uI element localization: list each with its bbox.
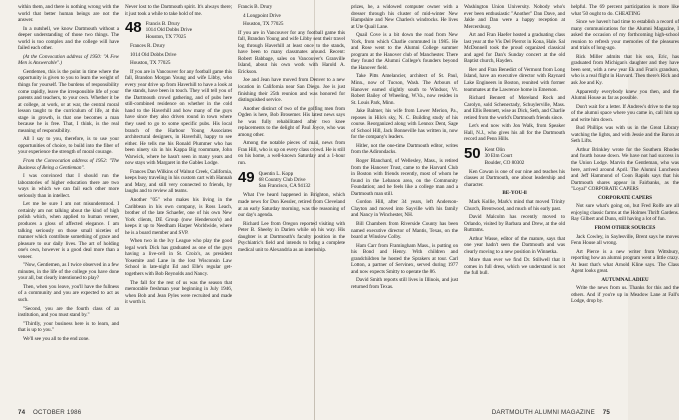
paragraph: Take Pitts Amelancier, architect of St. Paul, Minn., now of Tucson, Wash. The Arbours of Hanover earned slightly south to Windsor, Vt. Robert Bailey of Wheeling, W.Va., now resides in St. Louis Park, Minn.: [351, 73, 458, 106]
paragraph: In a nutshell, we know Dartmouth without a deeper understanding of those two things. The world is too complex and the college will have failed each other.: [18, 25, 119, 52]
paragraph: Roger Blanchard, of Wellesley, Mass., is retired from the Hanover Trust, came to the Harvard Club in Boston with friends recently, most of whom he found in the Lebanon area, on the Community Foundation; and he feels like a college man and a Dartmouth man still.: [351, 158, 458, 197]
paragraph: Mark Kollie, Mark's mind that moved Trinity Church, Brentwood, and much of his early past.: [464, 199, 565, 212]
paragraph: Bud Phillips was with us in the Great Library watching the lights, and with Jessie and the Baron at Seth Lifts.: [571, 125, 679, 145]
paragraph: Apparently everybody knew you then, and the Alumni House as far as possible.: [571, 88, 679, 102]
class-header-49: [238, 168, 345, 190]
subhead: CORPORATE CAPERS: [597, 194, 652, 201]
left-page-number: 74: [18, 409, 26, 416]
paragraph: Jake Balmer, his wife from Lower Merion, Pa., reposes in Hilo's sky, N. C. Building study of his course. Reorganized along with Lennox Dent, Sage of School Hill, Jack Bonneville has written in, now for the company's leaders.: [351, 108, 458, 141]
paragraph: Gentlemen, this is the point in time where the opportunity is given to you to learn the weight of things for yourself. The burdens of responsibility come rapidly, leave the irresponsible life of your parents and teachers, to your own. Whether it be at college, at work, or at war, the central moral lesson taught to the curriculum of life, at this stage in growth, is that one becomes a man because he is free. That, I think, is the real meaning of responsibility.: [18, 68, 119, 134]
paragraph: Ken Cowan is one of our nine and teaches his classes at Dartmouth, one about leadership and character.: [464, 168, 565, 188]
subhead: BE-YOU-ll: [502, 190, 527, 197]
paragraph: Another distinct of two of the golfing men from Ogden is here, Bob Brosemer. His latest news says he was fully rehabilitated after two knee replacements to the delight of Paul Joyce, who was among other.: [238, 105, 345, 138]
paragraph: David Malcolm has recently moved to Orlando, visited by Barbara and Drew, at the old Ruttrams.: [464, 214, 565, 234]
paragraph: helpful. The 69 percent participation is more like what '50 ought to do. CHEATING: [571, 4, 679, 17]
secretary-city: Houston, TX 77025: [145, 33, 187, 40]
column-6: [571, 4, 679, 402]
secretary-city: San Francisco, CA 94132: [258, 183, 311, 190]
paragraph: (At the Convocation address of 1950: "A Few Men is Answerable".): [18, 53, 119, 67]
class-secretary-address: [259, 171, 311, 190]
issue-date: OCTOBER 1986: [33, 409, 82, 416]
paragraph: We'll see you all to the end zone.: [23, 335, 90, 342]
paragraph: Art and Fran Haefer hosted a graduating class last year at the Vis Del Pierrot in Kona, Hale. Sal McDonnell took the proud organized classical and aged for Dan's Sunday concert at the old Baptist church, Hayden.: [464, 32, 565, 65]
paragraph: within them, and there is nothing wrong with the world that better human beings are not the answer.: [18, 4, 119, 24]
paragraph: I was convinced that I should run the laboratories of higher education there are two ways in which we can fail each other more seriously than in intellect.: [18, 173, 119, 199]
paragraph: Let me be sure I am not misunderstood. I certainly am not talking about the kind of high polish which, when applied to human veneer, produces a gloss of affected elegance. I am talking seriously on those small niceties of manner which contribute something of grace and pleasure to our daily lives. The art of holding one's own, however is a good deal more than a veneer.: [18, 201, 119, 260]
subhead: FROM OTHER SOURCES: [594, 224, 656, 231]
secretary-name: Quentin L. Kopp: [258, 170, 294, 177]
text-columns: [18, 4, 679, 402]
secretary-name: Francis B. Drury: [145, 21, 180, 28]
paragraph: "Second, you are the fourth class of an institution, and you must stand by.": [18, 305, 119, 319]
class-number: 48: [125, 19, 142, 37]
paragraph: If you are in Vancouver for any football game this fall, Brandon Morgan Young and wife Libby, who every year drive up from Haverhill to have a look at the stands, have been in touch. They will tell you of the Dartmouth crowd gathering, and of pubs here still-combined residence on whether in the cold hand to the Haverhill and how many of the guys have since they also driven round in town where they used to go to some specific pubs. His local branch of the Harbour Young Associates architectural designers, in Haverhill, happy to see either. He tells me his Ronald Plummer who has been ninety six in his Kappa Big roommate, John Warwick, where he hasn't seen in many years and now stays with Margaret in the Gables Lodge.: [125, 68, 232, 167]
paragraph: Frances Dan Wilkins of Walnut Creek, California, keeps busy traveling in his custom cart with Hannah and Mary, and still very connected to friends, by laughs and to review all teams.: [125, 168, 232, 195]
secretary-city: Boulder, CO 80302: [484, 159, 525, 166]
paragraph: Francis B. Drury: [238, 4, 273, 10]
column-2: [125, 4, 232, 402]
paragraph: If you are in Vancouver for any football game this fall, Brandon Young and wife Libby sent their travel log through Haverhill at least once to the stands, have been to many classmates around. Recent: Robert Babbage, sales on Vancouver's Granville Island, about his own work with Harold A. Erickson.: [238, 29, 345, 75]
footer-left: [18, 409, 81, 416]
paragraph: What I've heard happened in Brighton, which made news for Don Kessler, retired from Cleveland at an early Saturday morning, was the reasoning of our day's agenda.: [238, 192, 345, 219]
paragraph: Don't wait for a letter. If Andrew's drive to the top of the alumni space where you came in, call him up and write him down.: [571, 103, 679, 123]
paragraph: Write the news from us. Thanks for this and the others. And if you're up in Meadow Lane at Fall's Lodge, drop by.: [571, 285, 679, 305]
class-secretary-address: [485, 147, 525, 166]
paragraph: All I say to you, therefore, is to use your opportunities of choice, to build into the fiber of your experience the strength of moral courage.: [18, 136, 119, 156]
paragraph: "Now, Gentlemen, as I twice observed in a few minutes, in the life of the college you have done your all, but clearly intentioned to play?: [18, 262, 119, 282]
paragraph: Among the notable pieces of mail, news from Fran Hill, who is up on every class crowd. He is still on his home, a well-known Saturday and a 1-hour run.: [238, 140, 345, 167]
paragraph: Houston, TX 77025: [243, 21, 284, 28]
class-header-50: [464, 144, 565, 166]
paragraph: Art Pierce is a new writer from Wittsbury, reporting how an alumni program went a little crazy. At least that's what Arnold Kline says. The Class Agent looks great.: [571, 248, 679, 275]
column-3: [238, 4, 345, 402]
paragraph: Hitler, not the one-time Dartmouth editor, writes from the Adirondacks.: [351, 142, 458, 156]
paragraph: David Smith reports still lives in Illinois, and just returned from Texas.: [351, 277, 458, 290]
secretary-name: Kent Olin: [484, 146, 505, 153]
paragraph: Let's end now with Jon Walk, from Speaker Hall, N.J., who gives his all for the Dartmouth record and Penn Hills.: [464, 123, 565, 143]
paragraph: The fall for the rest of us was the season that memorable freshman year beginning in July 1946, when Bob and Jean Pyles were recruited and made it worth it.: [125, 279, 232, 306]
paragraph: Since we haven't had time to establish a record of many communications for the Alumni Magazine, I asked the occasion of my forthcoming high-school reunion to refresh your memories of the pleasures and trials of long-ago.: [571, 19, 679, 52]
class-secretary-address: [146, 21, 192, 40]
column-5: [464, 4, 565, 402]
paragraph: Another "05" who makes his living in the Caribbean in his own company, is Ross Leach, brother of the late Schaefer, one of his own New York clients, DE Group (now Henderson's) and keeps it up to Needham Harper Worldwide, where he is a board member and SVP.: [125, 197, 232, 236]
class-number: 49: [238, 168, 255, 186]
class-header-48: [125, 21, 232, 40]
paragraph: More than ever we find Dr. Stillwell that it comes in full dress, which we understand is not the full bull.: [464, 257, 565, 277]
paragraph: Houston, TX 77025: [130, 60, 171, 67]
secretary-street: 68 Country Club Drive: [258, 176, 306, 183]
paragraph: "Thirdly, your business here is to learn, and that is up to you.": [18, 320, 119, 334]
paragraph: Richard Lee from Oregon reported visiting with Peter B. Sheehy in Darien while on his way. His daughter is at Dartmouth's faculty position in the Psychiatric's field and intends to bring a complete medical unit to Alexandria as an internship.: [238, 220, 345, 253]
paragraph: Bill Chambers from Riverside County has been named executive director of Mantis, Texas, on the board at Winslow Colby.: [351, 220, 458, 241]
paragraph: Quail Cove is a bit down the road from New York, from which Charlie commuted in 1985. He and Rose went to the Alumni College summer program at the Hanover club of Manchester. There they found the Alumni College's founders beyond the Hanover field.: [351, 32, 458, 71]
paragraph: Jack Cowley, in Saylesville, Brent says he moves Fenn House all wrong.: [571, 233, 679, 247]
paragraph: 1014 Old Dobbs Drive: [130, 51, 177, 58]
secretary-street: 30 Elm Court: [484, 153, 513, 160]
paragraph: Rick Miller admits that his son, Eric, has graduated from Michigan's daughter and they have been sent, with a new year Ek and Fran's grandson, who is a real flight in Harvard. Then there's Rick and ask Joe and Ky.: [571, 53, 679, 87]
column-1: [18, 4, 119, 402]
paragraph: Never lost to the Dartmouth spirit. It's always there; it just took a while to take hold of me.: [125, 4, 232, 17]
paragraph: Washington Union University. Nobody who's ever been enthusiastic "Another" Dan Dave, and Jakle and Dan were a happy reception at Mercersburg.: [464, 4, 565, 30]
paragraph: Joe and Jean have moved from Denver to a new location in California near San Diego. Joe is just finishing their 25th reunion and was honored for distinguished service.: [238, 77, 345, 104]
paragraph: Ham Carr from Framingham Mass., is putting on his Bond and Henry. With children and grandchildren he hosted the Sprakers at tour. Carl Lotton, a partner of Servinex, served during 1977 and now expects Smitty to operate the 86.: [351, 242, 458, 275]
magazine-name: DARTMOUTH ALUMNI MAGAZINE: [491, 409, 595, 416]
paragraph: When two in the Ivy League who play the good legal work Dick has graduated as one of the guys having a live-cell in St. Croix's, as president Yosemite and Lane in the lost Wisconsin Law School in late-night Ed and Elle's regular get-togethers with Bob Reynolds and Nancy.: [125, 238, 232, 278]
paragraph: Then, when you leave, you'll have the fullness of a community and you are expected to act as such.: [18, 283, 119, 303]
paragraph: Not sure what's going on, but Fred Rolfe are all enjoying classic farms at the Holmes Thrift Gardens. Ray Gilbert and Dunn, still having a lot of fun.: [571, 203, 679, 223]
right-page-number: 75: [602, 409, 610, 416]
paragraph: From the Convocation address of 1952: "The Business of Being a Gentleman".: [18, 158, 119, 171]
column-4: [351, 4, 458, 402]
paragraph: prizes, he, a widowed computer owner with a dresser through his cluster of mid-winter New Hampshire and New Charles's windrocks. He lives at Ute Quail Lane.: [351, 4, 458, 30]
class-number: 50: [464, 144, 481, 162]
page-footer: [18, 406, 610, 416]
secretary-street: 1014 Old Dobbs Drive: [145, 27, 192, 34]
paragraph: 4 Longpoint Drive: [243, 12, 281, 19]
footer-right: [492, 409, 610, 416]
paragraph: Frances R. Drury: [130, 42, 166, 49]
paragraph: Arthur Brinkley wrote for the Southern Rhodes and fourth house down. We have not had success in the Union Lodge. Marvin the Gentleman, who was here, arrived around April. The Alumni Luncheon and Jeff Hammond of Coon Rapids says that his Dartmouth shares appear in Fairbanks, as the "Loyal" CORPORATE CAPERS: [571, 146, 679, 193]
paragraph: Rev and Fran Benedict of Vermont from Long Island, have an executive director with Raynard Lake Engineers in Boston, reunited with former teammates at the Lawrence home in Emerson.: [464, 66, 565, 93]
paragraph: Richard Bennett of Moreland Rock and Carolyn, sold Schenectady, Schuylerville, Mass. and Ellis Bennett, wise as Dick, Seth, and Charlie retired from the world's Dartmouth friends since.: [464, 95, 565, 121]
paragraph: Gordon Hill, after 34 years, left Anderson-Clayton and moved into Sayville with his family and Nancy in Winchester, NH.: [351, 199, 458, 219]
subhead: AUTUMNAL ADIEU: [601, 276, 649, 283]
paragraph: Arthur Wasse, editor of the mature, says that one year hadn't seen the Dartmouth and was clearly moving to a new position in Winnetka.: [464, 235, 565, 255]
